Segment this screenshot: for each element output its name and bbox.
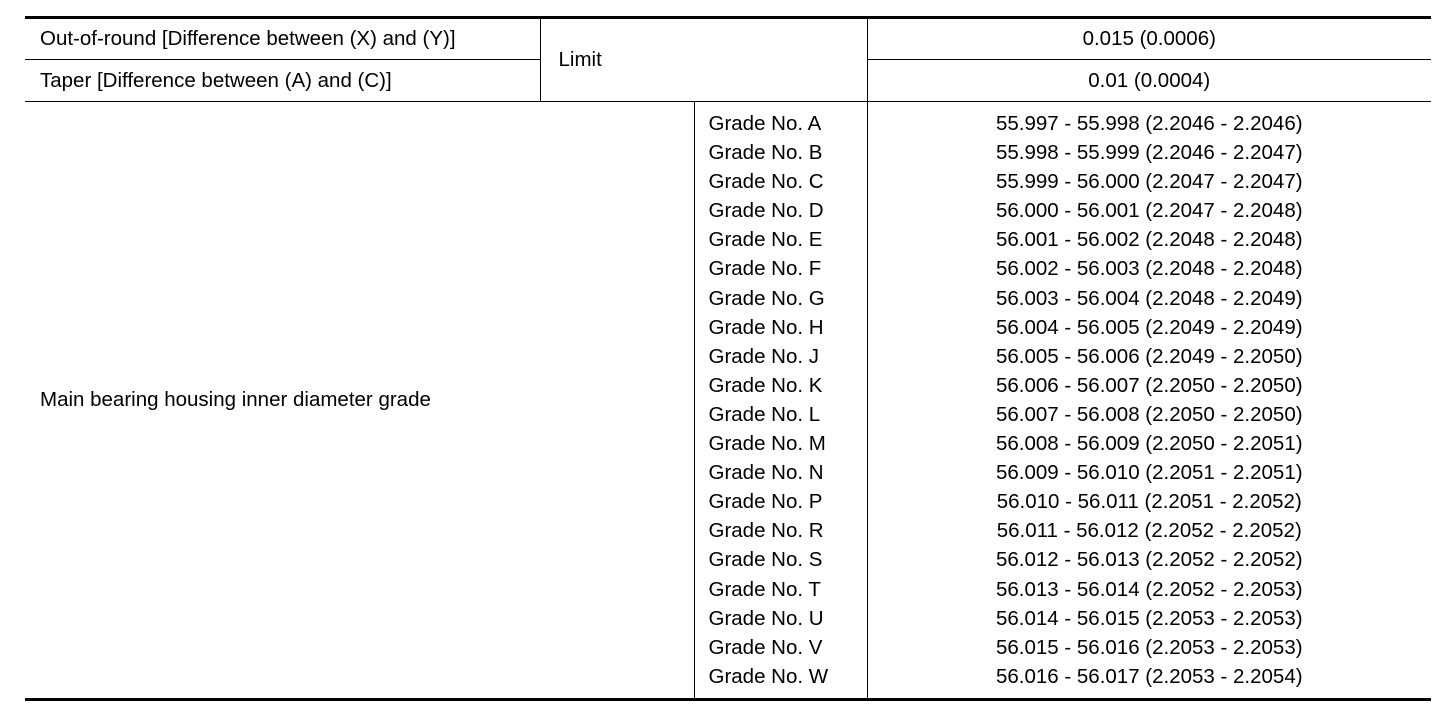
grade-value: 56.001 - 56.002 (2.2048 - 2.2048) xyxy=(995,228,1303,252)
main-bearing-row xyxy=(25,102,1431,700)
grade-value: 56.011 - 56.012 (2.2052 - 2.2052) xyxy=(996,519,1302,543)
grade-value: 56.014 - 56.015 (2.2053 - 2.2053) xyxy=(995,606,1303,630)
grade-value: 56.009 - 56.010 (2.2051 - 2.2051) xyxy=(995,461,1303,485)
grade-value-list xyxy=(867,102,1431,700)
limit-label: Limit xyxy=(540,18,867,102)
grade-value: 56.004 - 56.005 (2.2049 - 2.2049) xyxy=(995,315,1303,339)
grade-value: 55.999 - 56.000 (2.2047 - 2.2047) xyxy=(995,170,1303,194)
grade-label: Grade No. P xyxy=(708,490,823,514)
grade-value: 56.006 - 56.007 (2.2050 - 2.2050) xyxy=(995,373,1303,397)
grade-label: Grade No. J xyxy=(708,344,820,368)
grade-label: Grade No. A xyxy=(708,112,822,135)
taper-label: Taper [Difference between (A) and (C)] xyxy=(25,60,540,102)
grade-value: 56.015 - 56.016 (2.2053 - 2.2053) xyxy=(995,635,1303,659)
grade-label: Grade No. L xyxy=(708,402,821,426)
out-of-round-label: Out-of-round [Difference between (X) and (Y)] xyxy=(25,18,540,60)
out-of-round-row xyxy=(25,18,1431,60)
grade-label: Grade No. U xyxy=(708,606,824,630)
grade-label: Grade No. N xyxy=(708,461,824,485)
grade-value: 56.002 - 56.003 (2.2048 - 2.2048) xyxy=(995,257,1303,281)
grade-label: Grade No. M xyxy=(708,432,826,456)
grade-value: 56.016 - 56.017 (2.2053 - 2.2054) xyxy=(995,664,1303,688)
main-bearing-label: Main bearing housing inner diameter grade xyxy=(25,102,694,700)
grade-label: Grade No. V xyxy=(708,635,823,659)
grade-label: Grade No. C xyxy=(708,170,824,194)
grade-label: Grade No. R xyxy=(708,519,824,543)
grade-label: Grade No. B xyxy=(708,141,823,165)
grade-label: Grade No. K xyxy=(708,373,823,397)
grade-value: 56.007 - 56.008 (2.2050 - 2.2050) xyxy=(995,402,1303,426)
grade-value: 55.997 - 55.998 (2.2046 - 2.2046) xyxy=(995,112,1303,135)
grade-value: 56.000 - 56.001 (2.2047 - 2.2048) xyxy=(995,199,1303,223)
taper-value: 0.01 (0.0004) xyxy=(867,60,1431,102)
grade-label: Grade No. T xyxy=(708,577,821,601)
grade-label: Grade No. F xyxy=(708,257,822,281)
grade-list xyxy=(694,102,867,700)
grade-label: Grade No. G xyxy=(708,286,825,310)
grade-label: Grade No. S xyxy=(708,548,823,572)
grade-value: 56.005 - 56.006 (2.2049 - 2.2050) xyxy=(995,344,1303,368)
grade-value: 56.013 - 56.014 (2.2052 - 2.2053) xyxy=(995,577,1303,601)
grade-label: Grade No. H xyxy=(708,315,824,339)
spec-table xyxy=(25,16,1431,701)
grade-label: Grade No. E xyxy=(708,228,823,252)
grade-label: Grade No. D xyxy=(708,199,824,223)
out-of-round-value: 0.015 (0.0006) xyxy=(867,18,1431,60)
grade-value: 56.012 - 56.013 (2.2052 - 2.2052) xyxy=(995,548,1303,572)
grade-value: 56.008 - 56.009 (2.2050 - 2.2051) xyxy=(995,432,1303,456)
grade-label: Grade No. W xyxy=(708,664,829,688)
grade-value: 56.003 - 56.004 (2.2048 - 2.2049) xyxy=(995,286,1303,310)
grade-value: 55.998 - 55.999 (2.2046 - 2.2047) xyxy=(995,141,1303,165)
grade-value: 56.010 - 56.011 (2.2051 - 2.2052) xyxy=(996,490,1302,514)
